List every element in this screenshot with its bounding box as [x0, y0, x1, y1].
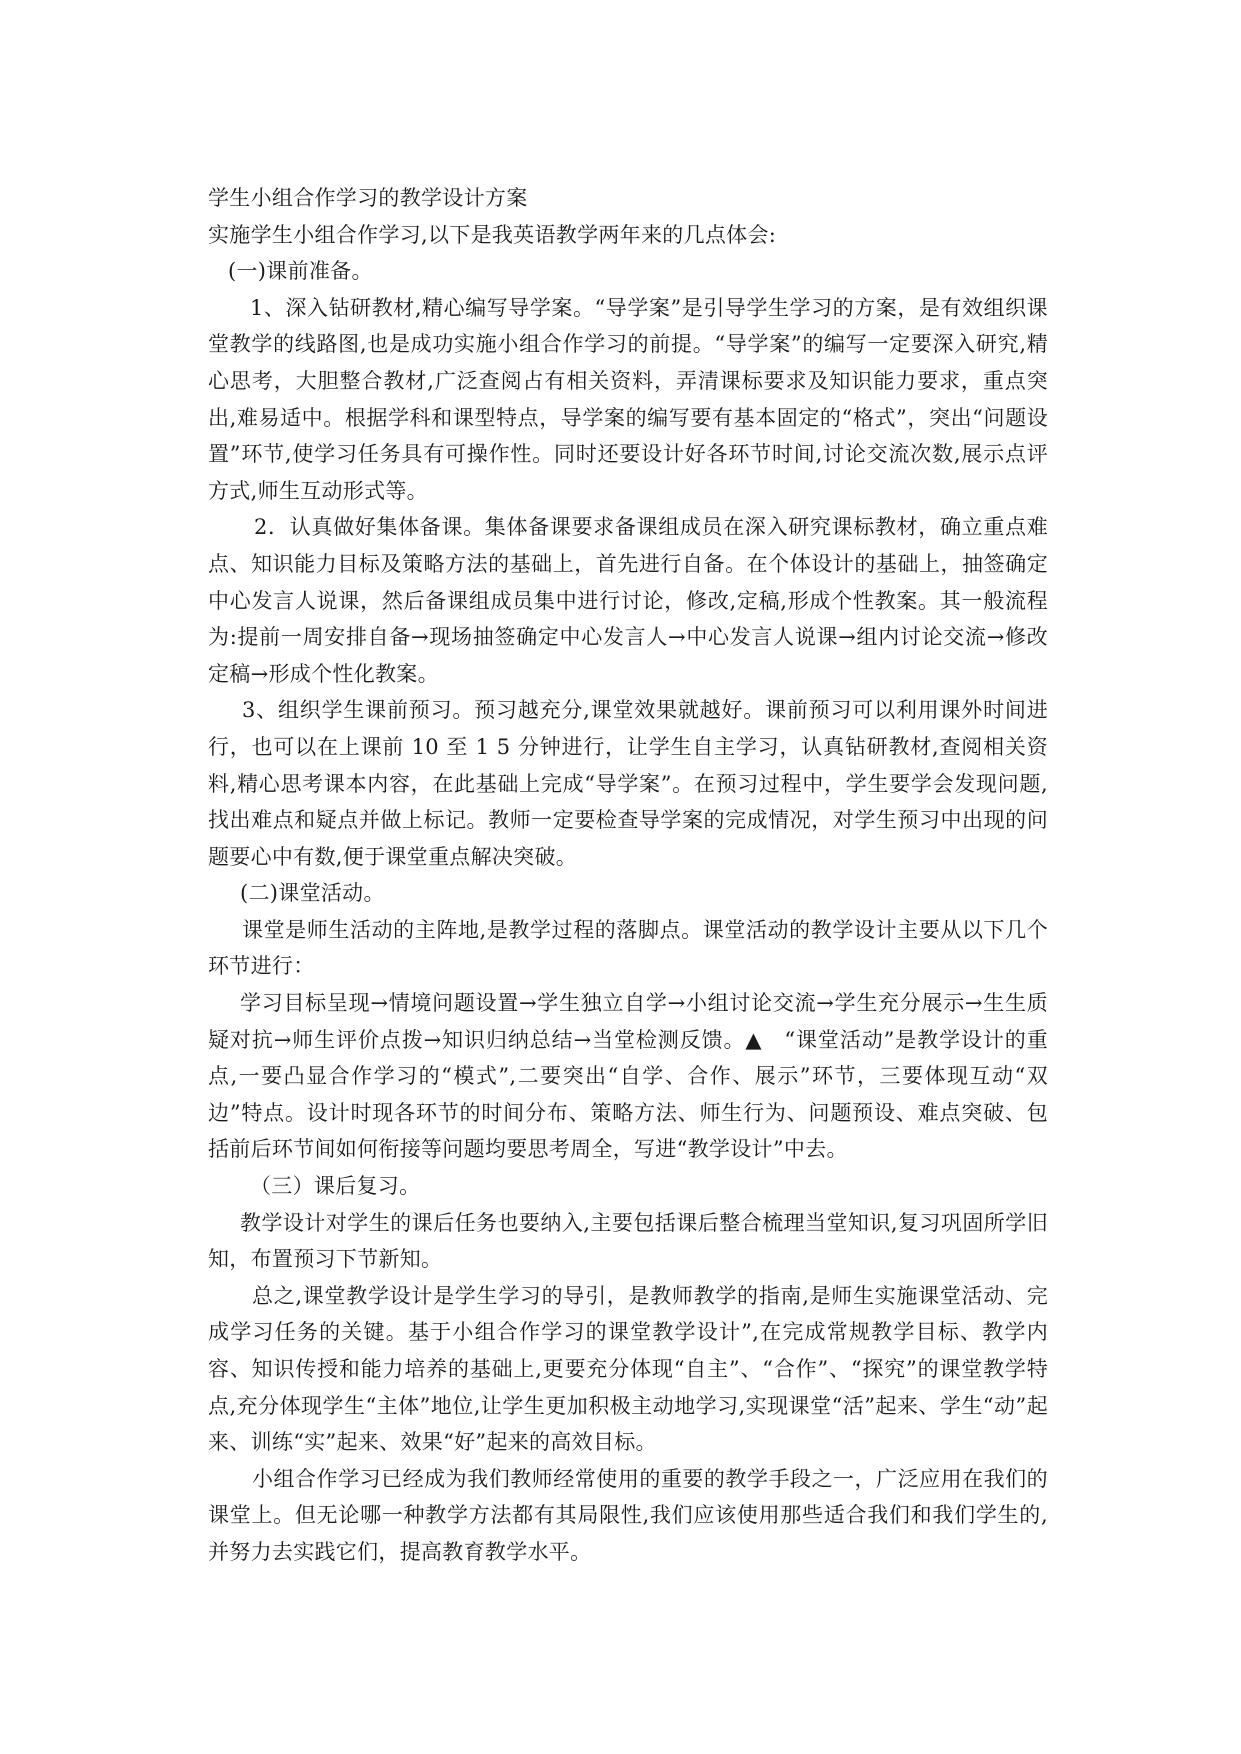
section-heading-after-class-review: （三）课后复习。 — [250, 1174, 421, 1199]
paragraph-study-materials: 1、深入钻研教材,精心编写导学案。“导学案”是引导学生学习的方案，是有效组织课堂教学的线路图,也是成功实施小组合作学习的前提。“导学案”的编写一定要深入研究,精心思考，大胆整合教材,广泛查阅占有相关资料，弄清课标要求及知识能力要求，重点突出,难易适中。根据学科和课型特点，导学案的编写要有基本固定的“格式”，突出“问题设置”环节,使学习任务具有可操作性。同时还要设计好各环节时间,讨论交流次数,展示点评方式,师生互动形式等。 — [208, 295, 1048, 503]
section-heading-class-activity: (二)课堂活动。 — [240, 881, 385, 906]
document-body — [208, 180, 1048, 1571]
document-title: 学生小组合作学习的教学设计方案 — [208, 186, 528, 210]
paragraph-after-class-tasks: 教学设计对学生的课后任务也要纳入,主要包括课后整合梳理当堂知识,复习巩固所学旧知，布置预习下节新知。 — [208, 1210, 1048, 1272]
paragraph-class-main-position: 课堂是师生活动的主阵地,是教学过程的落脚点。课堂活动的教学设计主要从以下几个环节进行： — [208, 917, 1048, 979]
paragraph-summary: 总之,课堂教学设计是学生学习的导引，是教师教学的指南,是师生实施课堂活动、完成学习任务的关键。基于小组合作学习的课堂教学设计”,在完成常规教学目标、教学内容、知识传授和能力培养的基础上,更要充分体现“自主”、“合作”、“探究”的课堂教学特点,充分体现学生“主体”地位,让学生更加积极主动地学习,实现课堂“活”起来、学生“动”起来、训练“实”起来、效果“好”起来的高效目标。 — [208, 1283, 1048, 1455]
paragraph-activity-flow: 学习目标呈现→情境问题设置→学生独立自学→小组讨论交流→学生充分展示→生生质疑对抗→师生评价点拨→知识归纳总结→当堂检测反馈。▲ “课堂活动”是教学设计的重点,一要凸显合作学习的“模式”,二要突出“自学、合作、展示”环节，三要体现互动“双边”特点。设计时现各环节的时间分布、策略方法、师生行为、问题预设、难点突破、包括前后环节间如何衔接等问题均要思考周全，写进“教学设计”中去。 — [208, 991, 1048, 1162]
paragraph-conclusion: 小组合作学习已经成为我们教师经常使用的重要的教学手段之一，广泛应用在我们的课堂上。但无论哪一种教学方法都有其局限性,我们应该使用那些适合我们和我们学生的,并努力去实践它们，提高教育教学水平。 — [208, 1466, 1048, 1564]
paragraph-pre-class-preview: 3、组织学生课前预习。预习越充分,课堂效果就越好。课前预习可以利用课外时间进行，也可以在上课前 10 至 1 5 分钟进行，让学生自主学习，认真钻研教材,查阅相关资料,精心思考课本内容，在此基础上完成“导学案”。在预习过程中，学生要学会发现问题,找出难点和疑点并做上标记。教师一定要检查导学案的完成情况，对学生预习中出现的问题要心中有数,便于课堂重点解决突破。 — [208, 698, 1048, 869]
intro-paragraph: 实施学生小组合作学习,以下是我英语教学两年来的几点体会: — [208, 222, 777, 247]
section-heading-pre-class: (一)课前准备。 — [228, 259, 373, 284]
paragraph-collective-lesson-prep: 2．认真做好集体备课。集体备课要求备课组成员在深入研究课标教材，确立重点难点、知识能力目标及策略方法的基础上，首先进行自备。在个体设计的基础上，抽签确定中心发言人说课，然后备课组成员集中进行讨论，修改,定稿,形成个性教案。其一般流程为:提前一周安排自备→现场抽签确定中心发言人→中心发言人说课→组内讨论交流→修改定稿→形成个性化教案。 — [208, 515, 1048, 686]
